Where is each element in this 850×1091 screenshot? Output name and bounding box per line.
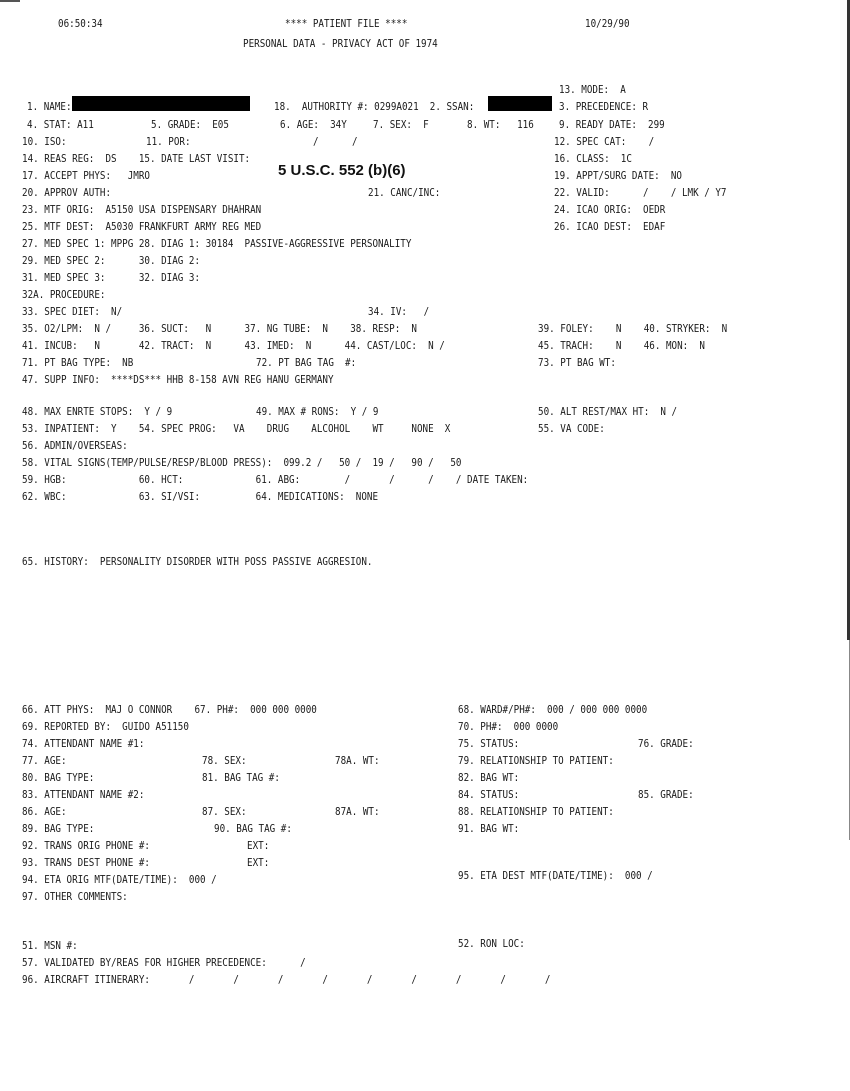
field-53-54: 53. INPATIENT: Y 54. SPEC PROG: VA DRUG ALCOHOL WT NONE X — [22, 423, 451, 435]
field-17: 17. ACCEPT PHYS: JMRO — [22, 170, 150, 182]
field-95: 95. ETA DEST MTF(DATE/TIME): 000 / — [458, 870, 653, 882]
field-11-slashes: / / — [313, 136, 358, 148]
field-89: 89. BAG TYPE: — [22, 823, 95, 835]
field-11: 11. POR: — [146, 136, 191, 148]
field-50: 50. ALT REST/MAX HT: N / — [538, 406, 678, 418]
field-79: 79. RELATIONSHIP TO PATIENT: — [458, 755, 614, 767]
field-96: 96. AIRCRAFT ITINERARY: / / / / / / / / / — [22, 974, 551, 986]
field-4: 4. STAT: A11 — [27, 119, 94, 131]
field-58: 58. VITAL SIGNS(TEMP/PULSE/RESP/BLOOD PRESS): 099.2 / 50 / 19 / 90 / 50 — [22, 457, 462, 469]
field-23: 23. MTF ORIG: A5150 USA DISPENSARY DHAHRAN — [22, 204, 262, 216]
field-3: 3. PRECEDENCE: R — [559, 101, 649, 113]
field-78: 78. SEX: — [202, 755, 247, 767]
field-78a: 78A. WT: — [335, 755, 380, 767]
field-16: 16. CLASS: 1C — [554, 153, 632, 165]
header-time: 06:50:34 — [58, 18, 103, 30]
field-87a: 87A. WT: — [335, 806, 380, 818]
field-94: 94. ETA ORIG MTF(DATE/TIME): 000 / — [22, 874, 217, 886]
header-date: 10/29/90 — [585, 18, 630, 30]
field-55: 55. VA CODE: — [538, 423, 605, 435]
field-13: 13. MODE: A — [559, 84, 626, 96]
field-7: 7. SEX: F — [373, 119, 429, 131]
field-51: 51. MSN #: — [22, 940, 78, 952]
header-subtitle: PERSONAL DATA - PRIVACY ACT OF 1974 — [243, 38, 438, 50]
field-91: 91. BAG WT: — [458, 823, 520, 835]
field-10: 10. ISO: — [22, 136, 67, 148]
field-75: 75. STATUS: — [458, 738, 520, 750]
field-82: 82. BAG WT: — [458, 772, 520, 784]
field-26: 26. ICAO DEST: EDAF — [554, 221, 666, 233]
field-22: 22. VALID: / / LMK / Y7 — [554, 187, 727, 199]
field-1: 1. NAME: — [27, 101, 72, 113]
field-24: 24. ICAO ORIG: OEDR — [554, 204, 666, 216]
exemption-stamp: 5 U.S.C. 552 (b)(6) — [278, 162, 406, 179]
field-31-32: 31. MED SPEC 3: 32. DIAG 3: — [22, 272, 201, 284]
field-69: 69. REPORTED BY: GUIDO A51150 — [22, 721, 189, 733]
field-81: 81. BAG TAG #: — [202, 772, 280, 784]
field-8: 8. WT: 116 — [467, 119, 534, 131]
field-59-61: 59. HGB: 60. HCT: 61. ABG: / / / / DATE TAKEN: — [22, 474, 529, 486]
field-92-ext: EXT: — [247, 840, 270, 852]
redacted-name — [72, 96, 250, 111]
field-80: 80. BAG TYPE: — [22, 772, 95, 784]
field-72: 72. PT BAG TAG #: — [256, 357, 357, 369]
field-29-30: 29. MED SPEC 2: 30. DIAG 2: — [22, 255, 201, 267]
field-18: 18. AUTHORITY #: 0299A021 2. SSAN: — [274, 101, 475, 113]
field-90: 90. BAG TAG #: — [214, 823, 292, 835]
field-33: 33. SPEC DIET: N/ — [22, 306, 123, 318]
field-14-15: 14. REAS REG: DS 15. DATE LAST VISIT: — [22, 153, 251, 165]
field-45-46: 45. TRACH: N 46. MON: N — [538, 340, 705, 352]
field-57: 57. VALIDATED BY/REAS FOR HIGHER PRECEDENCE: / — [22, 957, 306, 969]
field-20: 20. APPROV AUTH: — [22, 187, 112, 199]
field-86: 86. AGE: — [22, 806, 67, 818]
field-93: 93. TRANS DEST PHONE #: — [22, 857, 150, 869]
field-76: 76. GRADE: — [638, 738, 694, 750]
scan-artifact-top — [0, 0, 20, 2]
field-83: 83. ATTENDANT NAME #2: — [22, 789, 145, 801]
field-87: 87. SEX: — [202, 806, 247, 818]
field-68: 68. WARD#/PH#: 000 / 000 000 0000 — [458, 704, 648, 716]
field-21: 21. CANC/INC: — [368, 187, 441, 199]
field-52: 52. RON LOC: — [458, 938, 525, 950]
field-85: 85. GRADE: — [638, 789, 694, 801]
header-title: **** PATIENT FILE **** — [285, 18, 408, 30]
redacted-ssan — [488, 96, 552, 111]
field-92: 92. TRANS ORIG PHONE #: — [22, 840, 150, 852]
field-5: 5. GRADE: E05 — [151, 119, 229, 131]
field-48: 48. MAX ENRTE STOPS: Y / 9 — [22, 406, 173, 418]
field-41-44: 41. INCUB: N 42. TRACT: N 43. IMED: N 44. CAST/LOC: N / — [22, 340, 445, 352]
field-27-28: 27. MED SPEC 1: MPPG 28. DIAG 1: 30184 PASSIVE-AGGRESSIVE PERSONALITY — [22, 238, 412, 250]
field-97: 97. OTHER COMMENTS: — [22, 891, 128, 903]
field-71: 71. PT BAG TYPE: NB — [22, 357, 134, 369]
field-73: 73. PT BAG WT: — [538, 357, 616, 369]
field-93-ext: EXT: — [247, 857, 270, 869]
field-49: 49. MAX # RONS: Y / 9 — [256, 406, 379, 418]
field-12: 12. SPEC CAT: / — [554, 136, 655, 148]
field-70: 70. PH#: 000 0000 — [458, 721, 559, 733]
field-32a: 32A. PROCEDURE: — [22, 289, 106, 301]
field-62-64: 62. WBC: 63. SI/VSI: 64. MEDICATIONS: NONE — [22, 491, 379, 503]
field-34: 34. IV: / — [368, 306, 430, 318]
field-65: 65. HISTORY: PERSONALITY DISORDER WITH POSS PASSIVE AGGRESION. — [22, 556, 373, 568]
field-9: 9. READY DATE: 299 — [559, 119, 665, 131]
field-6: 6. AGE: 34Y — [280, 119, 347, 131]
field-56: 56. ADMIN/OVERSEAS: — [22, 440, 128, 452]
field-66-67: 66. ATT PHYS: MAJ O CONNOR 67. PH#: 000 000 0000 — [22, 704, 317, 716]
field-77: 77. AGE: — [22, 755, 67, 767]
field-25: 25. MTF DEST: A5030 FRANKFURT ARMY REG MED — [22, 221, 262, 233]
field-74: 74. ATTENDANT NAME #1: — [22, 738, 145, 750]
field-47: 47. SUPP INFO: ****DS*** HHB 8-158 AVN REG HANU GERMANY — [22, 374, 334, 386]
field-84: 84. STATUS: — [458, 789, 520, 801]
field-88: 88. RELATIONSHIP TO PATIENT: — [458, 806, 614, 818]
field-19: 19. APPT/SURG DATE: NO — [554, 170, 682, 182]
field-35-38: 35. O2/LPM: N / 36. SUCT: N 37. NG TUBE: N 38. RESP: N — [22, 323, 417, 335]
field-39-40: 39. FOLEY: N 40. STRYKER: N — [538, 323, 728, 335]
